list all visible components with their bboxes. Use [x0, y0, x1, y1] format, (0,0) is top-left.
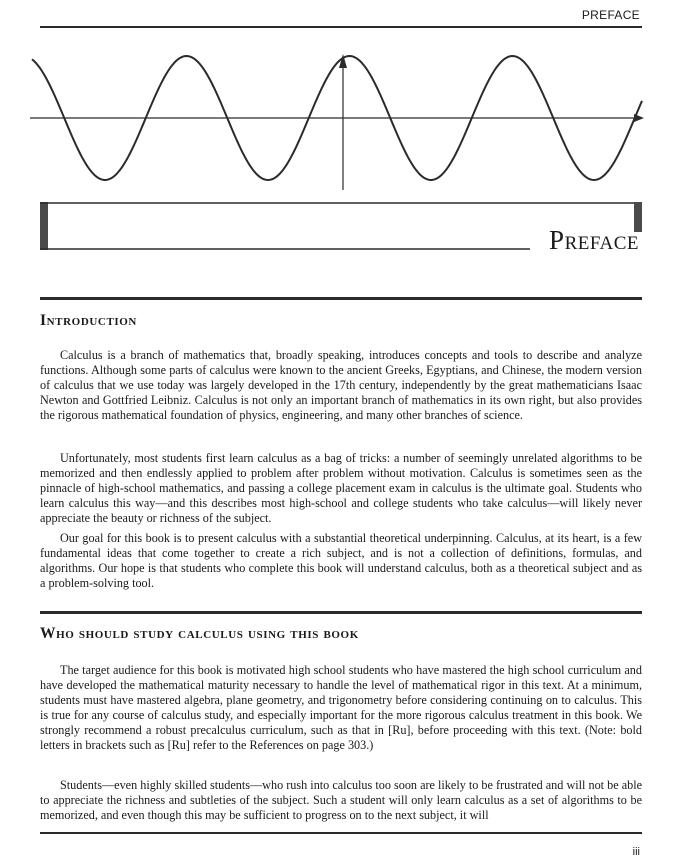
paragraph: Unfortunately, most students first learn calculus as a bag of tricks: a number of seemingly unrelated algorithms to be memorized and then endlessly applied to problem after problem without motivation. Calculus is sometimes seen as the pinnacle of high-school mathematics, and passing a college placement exam in calculus is the ultimate goal. Students who learn calculus this way—and this describes most high-school and college students who take calculus—will likely never appreciate the beauty or richness of the subject.: [40, 451, 642, 525]
chapter-title: Preface: [549, 225, 639, 252]
bottom-rule: [40, 832, 642, 834]
title-box-left-bar: [40, 202, 48, 250]
page-number: iii: [632, 846, 640, 858]
paragraph: Students—even highly skilled students—who rush into calculus too soon are likely to be frustrated and will not be able to appreciate the richness and subtleties of the subject. Such a student will only learn calculus as a set of algorithms to be memorized, and even though this may be sufficient to progress on to the next subject, it will: [40, 778, 642, 822]
paragraph: The target audience for this book is motivated high school students who have mastered the high school curriculum and have developed the mathematical maturity necessary to handle the level of mathematical rigor in this text. At a minimum, students must have mastered algebra, plane geometry, and trigonometry before considering continuing on to calculus. This is true for any course of calculus study, and especially important for the more rigorous calculus treatment in this book. We strongly recommend a robust precalculus curriculum, such as that in [Ru], before proceeding with this text. (Note: bold letters in brackets such as [Ru] refer to the References on page 303.): [40, 663, 642, 752]
chapter-title-box: [40, 202, 642, 252]
section-rule-who-should-study: [40, 611, 642, 614]
section-rule-introduction: [40, 297, 642, 300]
running-head: PREFACE: [581, 8, 640, 22]
sine-wave-illustration: [30, 40, 652, 200]
paragraph: Calculus is a branch of mathematics that, broadly speaking, introduces concepts and tools to describe and analyze functions. Although some parts of calculus were known to the ancient Greeks, Egyptians, and Chinese, the modern version of calculus that we use today was largely developed in the 17th century, independently by the great mathematicians Isaac Newton and Gottfried Leibniz. Calculus is not only an important branch of mathematics in its own right, but also provides the rigorous mathematical foundation of physics, engineering, and many other branches of science.: [40, 348, 642, 422]
top-rule: [40, 26, 642, 28]
paragraph: Our goal for this book is to present calculus with a substantial theoretical underpinning. Calculus, at its heart, is a few fundamental ideas that come together to create a rich subject, and is not a collection of definitions, formulas, and algorithms. Our hope is that students who complete this book will understand calculus, both as a theoretical subject and as a problem-solving tool.: [40, 531, 642, 590]
section-heading-introduction: Introduction: [40, 312, 137, 329]
section-heading-who-should-study: Who should study calculus using this book: [40, 625, 359, 642]
